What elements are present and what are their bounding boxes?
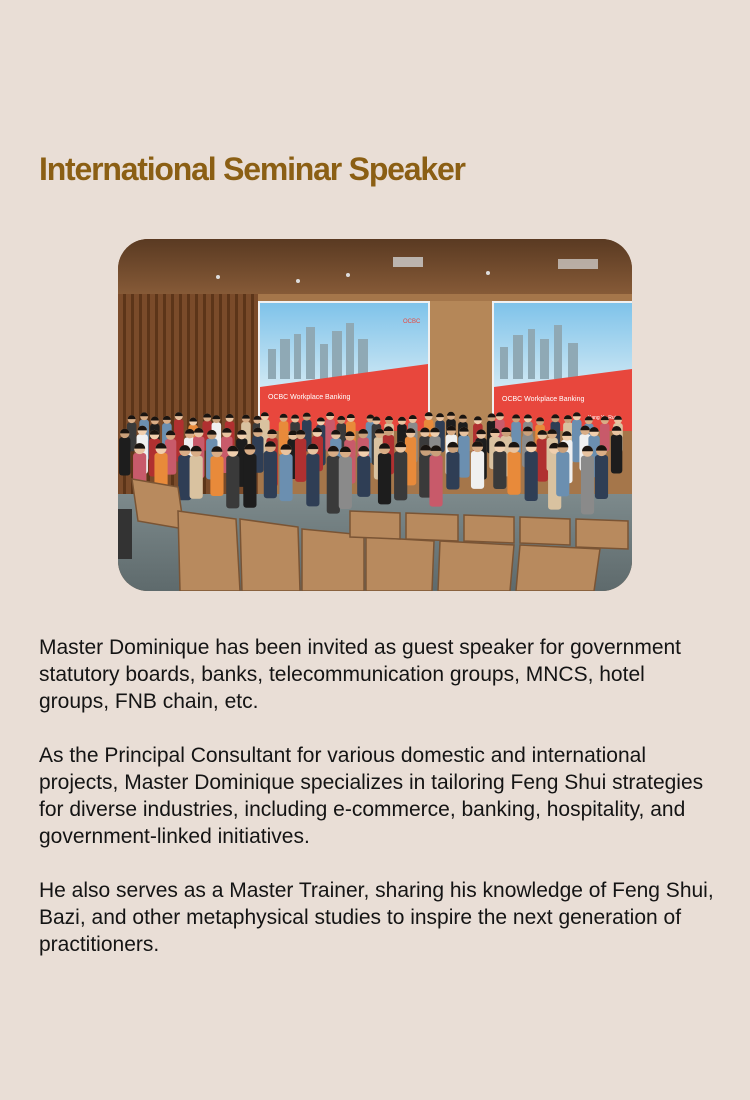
about-text xyxy=(39,634,719,985)
section-title: International Seminar Speaker xyxy=(39,151,465,187)
seminar-group-photo xyxy=(118,239,632,591)
paragraph-trainer: He also serves as a Master Trainer, sharing his knowledge of Feng Shui, Bazi, and other metaphysical studies to inspire the next generation of practitioners. xyxy=(39,879,714,956)
paragraph-speaker: Master Dominique has been invited as guest speaker for government statutory boards, banks, telecommunication groups, MNCS, hotel groups, FNB chain, etc. xyxy=(39,636,682,713)
left-screen-text: OCBC Workplace Banking xyxy=(268,394,351,401)
left-screen-logo: OCBC xyxy=(403,319,421,325)
right-screen-subtext: Kang Rui xyxy=(588,415,616,421)
seminar-photo-illustration xyxy=(118,239,632,591)
paragraph-consultant: As the Principal Consultant for various domestic and international projects, Master Dominique specializes in tailoring Feng Shui strategies for diverse industries, including e-commerce, banking, hospitality, and government-linked initiatives. xyxy=(39,744,704,848)
right-screen-text: OCBC Workplace Banking xyxy=(502,396,585,403)
